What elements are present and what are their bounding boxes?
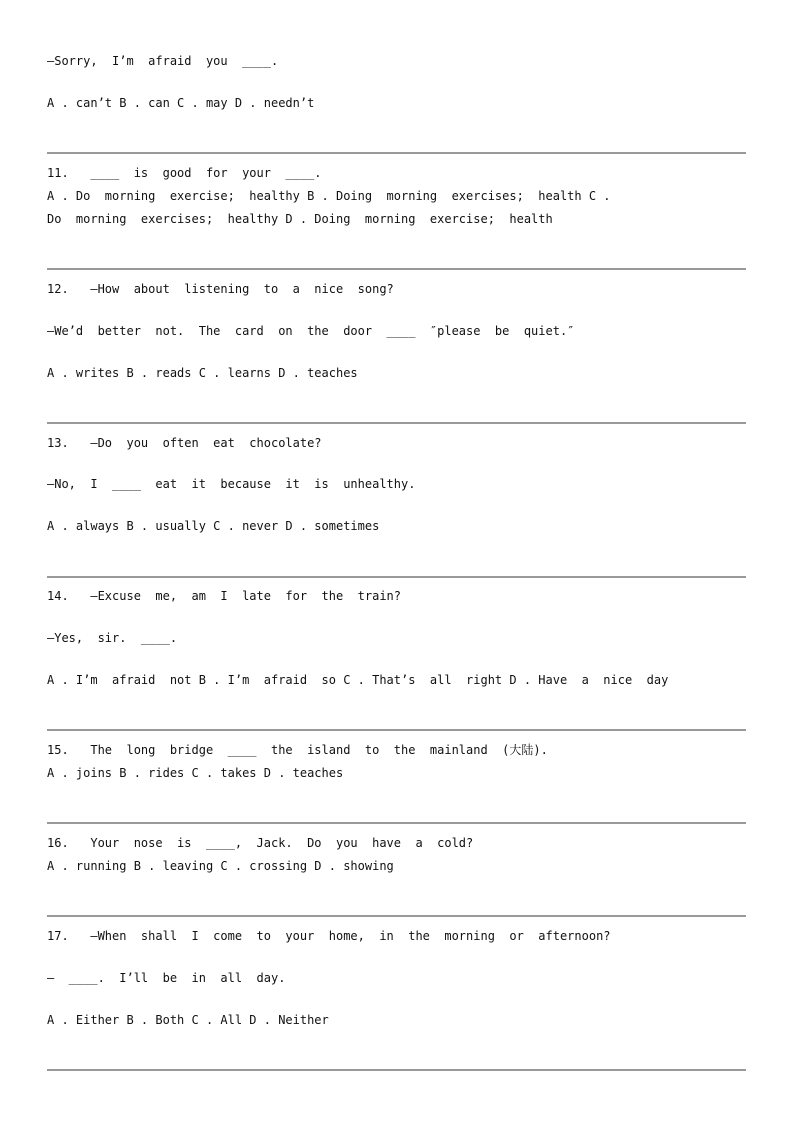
q17-options: A . Either B . Both C . All D . Neither xyxy=(47,1013,329,1027)
question-divider xyxy=(47,1069,746,1071)
q11-options-line2: Do morning exercises; healthy D . Doing morning exercise; health xyxy=(47,212,553,226)
q11-options-line1: A . Do morning exercise; healthy B . Doing morning exercises; health C . xyxy=(47,189,611,203)
q16-stem: 16. Your nose is ____, Jack. Do you have a cold? xyxy=(47,836,474,850)
q11-stem: 11. ____ is good for your ____. xyxy=(47,166,322,180)
q16-options: A . running B . leaving C . crossing D . showing xyxy=(47,859,394,873)
q10-options: A . can’t B . can C . may D . needn’t xyxy=(47,96,315,110)
question-divider xyxy=(47,268,746,270)
question-divider xyxy=(47,152,746,154)
q13-response: —No, I ____ eat it because it is unhealthy. xyxy=(47,477,416,491)
question-divider xyxy=(47,422,746,424)
q12-response: —We’d better not. The card on the door ____ ″please be quiet.″ xyxy=(47,324,575,338)
q12-options: A . writes B . reads C . learns D . teaches xyxy=(47,366,358,380)
question-divider xyxy=(47,576,746,578)
q13-options: A . always B . usually C . never D . sometimes xyxy=(47,519,380,533)
q12-stem: 12. —How about listening to a nice song? xyxy=(47,282,394,296)
question-divider xyxy=(47,915,746,917)
question-divider xyxy=(47,729,746,731)
q14-response: —Yes, sir. ____. xyxy=(47,631,178,645)
question-divider xyxy=(47,822,746,824)
q14-stem: 14. —Excuse me, am I late for the train? xyxy=(47,589,402,603)
q10-response: —Sorry, I’m afraid you ____. xyxy=(47,54,279,68)
q17-response: — ____. I’ll be in all day. xyxy=(47,971,286,985)
q13-stem: 13. —Do you often eat chocolate? xyxy=(47,436,322,450)
q15-stem: 15. The long bridge ____ the island to the mainland (大陆). xyxy=(47,743,548,757)
q17-stem: 17. —When shall I come to your home, in the morning or afternoon? xyxy=(47,929,611,943)
q14-options: A . I’m afraid not B . I’m afraid so C . That’s all right D . Have a nice day xyxy=(47,673,669,687)
q15-options: A . joins B . rides C . takes D . teaches xyxy=(47,766,344,780)
